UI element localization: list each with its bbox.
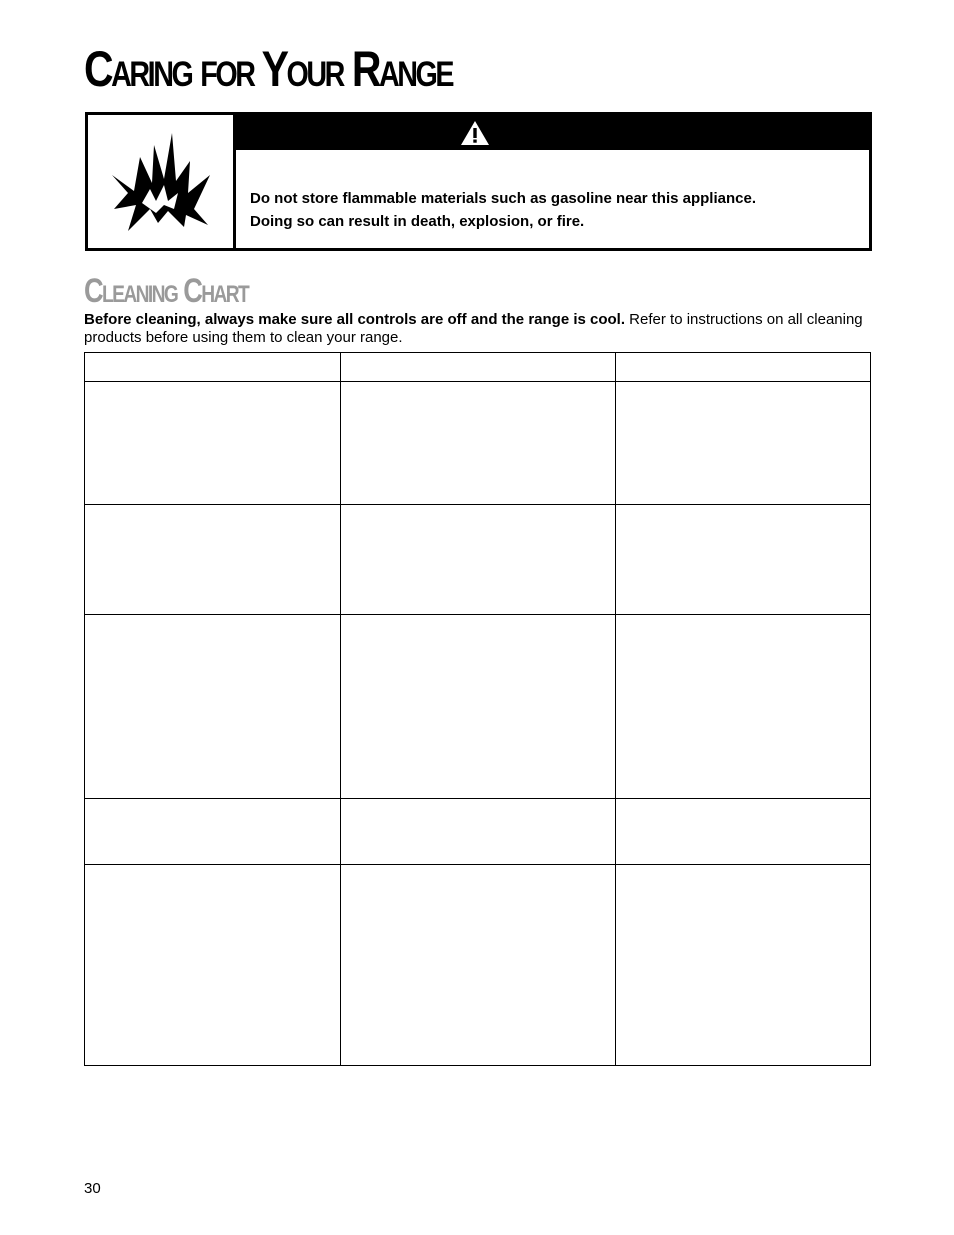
- table-cell: [616, 382, 871, 505]
- table-row: [85, 799, 871, 865]
- header-cell: [616, 353, 871, 382]
- table-cell: [616, 865, 871, 1066]
- table-cell: [616, 799, 871, 865]
- warning-line-2: Doing so can result in death, explosion, or fire.: [250, 213, 585, 230]
- table-cell: [85, 799, 341, 865]
- warning-triangle-icon: [460, 120, 490, 146]
- table-row: [85, 615, 871, 799]
- table-row: [85, 382, 871, 505]
- warning-message: [250, 187, 756, 233]
- explosion-icon: [106, 131, 216, 235]
- table-cell: [616, 505, 871, 615]
- table-row: [85, 865, 871, 1066]
- table-cell: [85, 615, 341, 799]
- warning-icon-cell: [88, 115, 236, 248]
- header-cell: [341, 353, 616, 382]
- intro-bold: Before cleaning, always make sure all controls are off and the range is cool.: [84, 311, 626, 328]
- table-cell: [616, 615, 871, 799]
- table-row: [85, 505, 871, 615]
- header-cell: [85, 353, 341, 382]
- table-cell: [85, 865, 341, 1066]
- table-cell: [341, 865, 616, 1066]
- page-title: Caring for Your Range: [84, 41, 453, 97]
- table-header-row: [85, 353, 871, 382]
- table-cell: [85, 505, 341, 615]
- warning-box: [85, 112, 872, 251]
- table-cell: [341, 615, 616, 799]
- intro-rest: Refer to instructions on all cleaning products before using them to clean your range.: [84, 311, 863, 346]
- page-number: 30: [84, 1180, 101, 1197]
- section-title: Cleaning Chart: [84, 272, 249, 310]
- warning-header-bar: [236, 115, 869, 150]
- table-cell: [341, 505, 616, 615]
- cleaning-table: [84, 352, 871, 1066]
- table-cell: [341, 799, 616, 865]
- table-cell: [341, 382, 616, 505]
- table-cell: [85, 382, 341, 505]
- intro-paragraph: [84, 311, 874, 347]
- warning-line-1: Do not store flammable materials such as gasoline near this appliance.: [250, 190, 756, 207]
